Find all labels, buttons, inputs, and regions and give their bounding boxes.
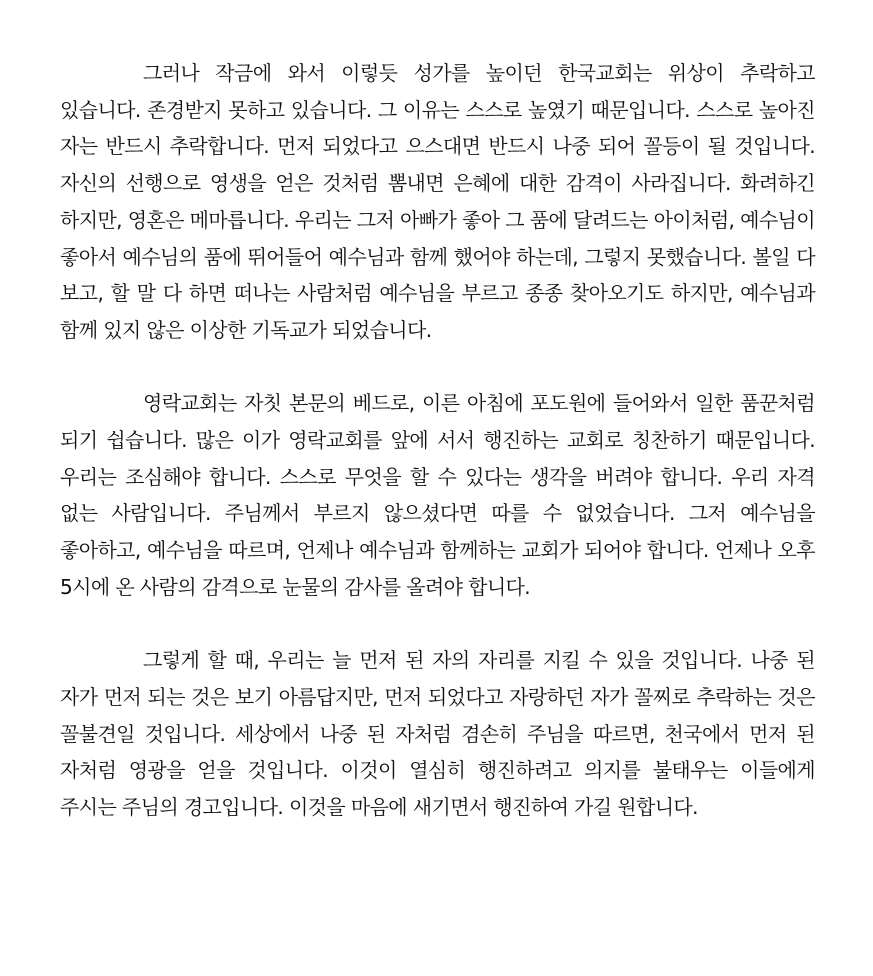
document-body <box>60 55 815 826</box>
paragraph-2: 영락교회는 자칫 본문의 베드로, 이른 아침에 포도원에 들어와서 일한 품꾼처럼 되기 쉽습니다. 많은 이가 영락교회를 앞에 서서 행진하는 교회로 칭찬하기 때문입니다. 우리는 조심해야 합니다. 스스로 무엇을 할 수 있다는 생각을 버려야 합니다. 우리 자격 없는 사람입니다. 주님께서 부르지 않으셨다면 따를 수 없었습니다. 그저 예수님을 좋아하고, 예수님을 따르며, 언제나 예수님과 함께하는 교회가 되어야 합니다. 언제나 오후 5시에 온 사람의 감격으로 눈물의 감사를 올려야 합니다. <box>60 391 815 599</box>
paragraph-3: 그렇게 할 때, 우리는 늘 먼저 된 자의 자리를 지킬 수 있을 것입니다. 나중 된 자가 먼저 되는 것은 보기 아름답지만, 먼저 되었다고 자랑하던 자가 꼴찌로 추락하는 것은 꼴불견일 것입니다. 세상에서 나중 된 자처럼 겸손히 주님을 따르면, 천국에서 먼저 된 자처럼 영광을 얻을 것입니다. 이것이 열심히 행진하려고 의지를 불태우는 이들에게 주시는 주님의 경고입니다. 이것을 마음에 새기면서 행진하여 가길 원합니다. <box>60 648 815 820</box>
paragraph-1: 그러나 작금에 와서 이렇듯 성가를 높이던 한국교회는 위상이 추락하고 있습니다. 존경받지 못하고 있습니다. 그 이유는 스스로 높였기 때문입니다. 스스로 높아진 자는 반드시 추락합니다. 먼저 되었다고 으스대면 반드시 나중 되어 꼴등이 될 것입니다. 자신의 선행으로 영생을 얻은 것처럼 뽐내면 은혜에 대한 감격이 사라집니다. 화려하긴 하지만, 영혼은 메마릅니다. 우리는 그저 아빠가 좋아 그 품에 달려드는 아이처럼, 예수님이 좋아서 예수님의 품에 뛰어들어 예수님과 함께 했어야 하는데, 그렇지 못했습니다. 볼일 다 보고, 할 말 다 하면 떠나는 사람처럼 예수님을 부르고 종종 찾아오기도 하지만, 예수님과 함께 있지 않은 이상한 기독교가 되었습니다. <box>60 61 815 342</box>
